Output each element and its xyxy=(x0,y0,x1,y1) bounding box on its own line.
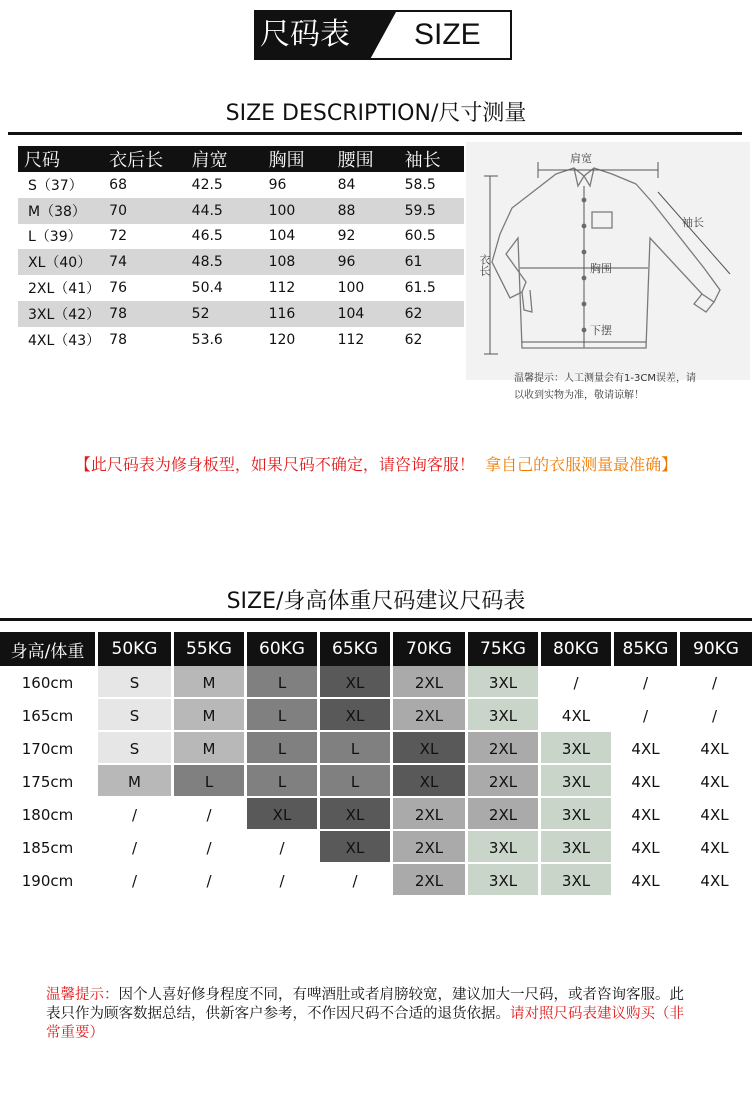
size-table-cell: 48.5 xyxy=(192,249,269,275)
rec-table-row xyxy=(0,831,752,864)
size-suggestion-cell: 4XL xyxy=(614,864,680,897)
size-suggestion-cell: / xyxy=(98,831,174,864)
size-suggestion-cell: 2XL xyxy=(468,732,541,765)
size-table-row xyxy=(18,327,464,353)
size-suggestion-cell: 3XL xyxy=(541,831,614,864)
size-suggestion-cell: 3XL xyxy=(541,765,614,798)
size-suggestion-cell: 4XL xyxy=(541,699,614,732)
rec-section-divider xyxy=(0,618,752,621)
size-suggestion-cell: 3XL xyxy=(541,798,614,831)
warning-emphasis: 拿自己的衣服测量最准确】 xyxy=(485,455,678,474)
size-suggestion-cell: / xyxy=(614,666,680,699)
rec-table-row xyxy=(0,765,752,798)
size-banner xyxy=(254,10,512,60)
size-table-cell: M（38） xyxy=(18,198,109,224)
size-table-cell: 96 xyxy=(268,176,287,193)
size-measurement-table xyxy=(18,146,464,353)
size-table-cell: 3XL（42） xyxy=(18,301,109,327)
size-table-cell: 76 xyxy=(109,280,127,297)
size-suggestion-cell: 4XL xyxy=(680,831,752,864)
size-suggestion-cell: XL xyxy=(320,666,393,699)
size-suggestion-cell: S xyxy=(98,732,174,765)
footnote xyxy=(46,986,686,1043)
size-table-row xyxy=(18,249,464,275)
size-suggestion-cell: L xyxy=(174,765,247,798)
size-suggestion-cell: S xyxy=(98,666,174,699)
size-table-cell: 112 xyxy=(337,331,365,348)
size-table-cell: 61.5 xyxy=(404,280,436,297)
size-header-cell: 尺码 xyxy=(18,146,109,172)
height-cell: 180cm xyxy=(0,798,98,831)
size-table-cell: 96 xyxy=(338,249,405,275)
size-suggestion-cell: / xyxy=(174,864,247,897)
height-cell: 185cm xyxy=(0,831,98,864)
size-suggestion-cell: XL xyxy=(393,732,468,765)
rec-header-cell: 90KG xyxy=(680,632,752,666)
length-label: 衣长 xyxy=(478,254,491,276)
chest-label: 胸围 xyxy=(590,262,612,275)
size-table-cell: 53.6 xyxy=(191,331,223,348)
size-table-row xyxy=(18,198,464,224)
size-suggestion-cell: M xyxy=(174,732,247,765)
size-suggestion-cell: 4XL xyxy=(680,798,752,831)
size-suggestion-cell: 3XL xyxy=(468,831,541,864)
warning-main: 【此尺码表为修身板型，如果尺码不确定，请咨询客服！ xyxy=(74,455,475,474)
size-suggestion-cell: / xyxy=(614,699,680,732)
rec-header-cell: 65KG xyxy=(320,632,393,666)
size-suggestion-cell: S xyxy=(98,699,174,732)
size-suggestion-cell: 3XL xyxy=(468,666,541,699)
size-suggestion-cell: 4XL xyxy=(614,798,680,831)
size-table-cell: XL（40） xyxy=(18,249,109,275)
size-table-cell: 46.5 xyxy=(191,228,223,245)
size-suggestion-cell: 2XL xyxy=(393,699,468,732)
size-suggestion-cell: 3XL xyxy=(468,864,541,897)
height-cell: 165cm xyxy=(0,699,98,732)
size-table-cell: 58.5 xyxy=(404,176,436,193)
size-table-cell: 60.5 xyxy=(404,228,436,245)
size-suggestion-cell: 3XL xyxy=(468,699,541,732)
measurement-tip xyxy=(514,370,724,404)
size-suggestion-cell: 3XL xyxy=(541,864,614,897)
shoulder-label: 肩宽 xyxy=(570,152,592,165)
size-suggestion-cell: / xyxy=(98,798,174,831)
size-suggestion-cell: M xyxy=(174,699,247,732)
size-suggestion-cell: / xyxy=(680,699,752,732)
size-suggestion-cell: L xyxy=(320,732,393,765)
size-suggestion-cell: M xyxy=(98,765,174,798)
size-table-cell: 78 xyxy=(109,301,191,327)
banner-en-title: SIZE xyxy=(414,18,481,51)
height-cell: 170cm xyxy=(0,732,98,765)
size-suggestion-cell: L xyxy=(247,765,320,798)
size-suggestion-cell: 2XL xyxy=(393,798,468,831)
size-suggestion-cell: XL xyxy=(320,699,393,732)
size-suggestion-cell: L xyxy=(247,666,320,699)
size-header-cell: 袖长 xyxy=(405,146,464,172)
size-table-cell: 108 xyxy=(269,249,338,275)
height-cell: 190cm xyxy=(0,864,98,897)
size-suggestion-cell: 3XL xyxy=(541,732,614,765)
rec-header-cell: 50KG xyxy=(98,632,174,666)
size-suggestion-cell: 2XL xyxy=(393,864,468,897)
size-suggestion-cell: XL xyxy=(320,798,393,831)
size-table-cell: 88 xyxy=(338,198,405,224)
size-table-row xyxy=(18,301,464,327)
size-table-cell: 44.5 xyxy=(192,198,269,224)
rec-header-cell: 身高/体重 xyxy=(0,632,98,666)
size-table-cell: 61 xyxy=(405,249,464,275)
size-table-cell: 62 xyxy=(404,331,423,348)
size-suggestion-cell: / xyxy=(98,864,174,897)
section-divider xyxy=(8,132,742,135)
size-header-cell: 肩宽 xyxy=(192,146,269,172)
size-table-cell: 112 xyxy=(268,280,296,297)
size-table-cell: 72 xyxy=(109,228,127,245)
height-cell: 175cm xyxy=(0,765,98,798)
rec-section-title: SIZE/身高体重尺码建议尺码表 xyxy=(226,589,526,614)
size-table-cell: 2XL（41） xyxy=(28,281,101,298)
size-table-cell: 42.5 xyxy=(191,176,223,193)
size-table-cell: 104 xyxy=(268,228,296,245)
size-header-cell: 腰围 xyxy=(338,146,405,172)
size-suggestion-cell: 2XL xyxy=(468,798,541,831)
size-table-cell: 100 xyxy=(337,280,365,297)
size-suggestion-cell: 2XL xyxy=(468,765,541,798)
rec-header-cell: 75KG xyxy=(468,632,541,666)
size-table-cell: 62 xyxy=(405,301,464,327)
size-table-row xyxy=(18,275,464,301)
size-suggestion-cell: / xyxy=(680,666,752,699)
height-cell: 160cm xyxy=(0,666,98,699)
rec-table-row xyxy=(0,864,752,897)
size-table-cell: 59.5 xyxy=(405,198,464,224)
footnote-emphasis: 请对照尺码表建议购买（非常重要） xyxy=(46,1006,684,1041)
size-suggestion-cell: 4XL xyxy=(680,765,752,798)
rec-table-row xyxy=(0,798,752,831)
size-table-cell: 104 xyxy=(338,301,405,327)
size-table-cell: 4XL（43） xyxy=(28,332,101,349)
size-table-cell: 92 xyxy=(337,228,356,245)
size-table-cell: 68 xyxy=(109,176,127,193)
footnote-label: 温馨提示： xyxy=(46,987,119,1003)
height-weight-size-table xyxy=(0,632,752,897)
size-suggestion-cell: / xyxy=(320,864,393,897)
size-suggestion-cell: 4XL xyxy=(614,831,680,864)
size-suggestion-cell: 4XL xyxy=(614,765,680,798)
size-table-row xyxy=(18,172,464,198)
rec-header-cell: 85KG xyxy=(614,632,680,666)
size-suggestion-cell: / xyxy=(247,831,320,864)
fit-warning xyxy=(0,452,752,475)
size-suggestion-cell: / xyxy=(247,864,320,897)
size-table-cell: L（39） xyxy=(28,229,82,246)
rec-table-header xyxy=(0,632,752,666)
size-suggestion-cell: 4XL xyxy=(614,732,680,765)
size-suggestion-cell: XL xyxy=(393,765,468,798)
size-table-cell: 70 xyxy=(109,198,191,224)
size-table-row xyxy=(18,224,464,250)
size-suggestion-cell: L xyxy=(320,765,393,798)
size-suggestion-cell: 2XL xyxy=(393,831,468,864)
size-table-cell: 100 xyxy=(269,198,338,224)
sleeve-label: 袖长 xyxy=(682,216,704,229)
size-suggestion-cell: XL xyxy=(247,798,320,831)
rec-header-cell: 70KG xyxy=(393,632,468,666)
size-suggestion-cell: 2XL xyxy=(393,666,468,699)
shirt-diagram xyxy=(466,142,750,380)
size-section-title: SIZE DESCRIPTION/尺寸测量 xyxy=(225,101,527,126)
size-suggestion-cell: L xyxy=(247,699,320,732)
rec-header-cell: 55KG xyxy=(174,632,247,666)
size-table-cell: 84 xyxy=(337,176,356,193)
size-table-cell: 50.4 xyxy=(191,280,223,297)
size-suggestion-cell: M xyxy=(174,666,247,699)
rec-header-cell: 60KG xyxy=(247,632,320,666)
footnote-text: 因个人喜好修身程度不同，有啤酒肚或者肩膀较宽，建议加大一尺码，或者咨询客服。此表只作为顾客数据总结，供新客户参考，不作因尺码不合适的退货依据。 xyxy=(46,987,684,1022)
size-table-cell: 78 xyxy=(109,331,127,348)
rec-table-row xyxy=(0,666,752,699)
size-suggestion-cell: XL xyxy=(320,831,393,864)
size-suggestion-cell: / xyxy=(174,831,247,864)
size-suggestion-cell: L xyxy=(247,732,320,765)
size-suggestion-cell: / xyxy=(174,798,247,831)
size-header-cell: 胸围 xyxy=(269,146,338,172)
size-table-cell: 120 xyxy=(268,331,296,348)
banner-cn-title: 尺码表 xyxy=(260,17,350,52)
size-header-cell: 衣后长 xyxy=(109,146,191,172)
size-suggestion-cell: 4XL xyxy=(680,732,752,765)
hem-label: 下摆 xyxy=(590,324,612,337)
size-table-cell: S（37） xyxy=(28,177,83,194)
size-suggestion-cell: / xyxy=(541,666,614,699)
size-table-cell: 116 xyxy=(269,301,338,327)
size-table-header xyxy=(18,146,464,172)
rec-header-cell: 80KG xyxy=(541,632,614,666)
rec-table-row xyxy=(0,732,752,765)
size-table-cell: 52 xyxy=(192,301,269,327)
rec-table-row xyxy=(0,699,752,732)
size-suggestion-cell: 4XL xyxy=(680,864,752,897)
size-table-cell: 74 xyxy=(109,249,191,275)
tip-line-2: 以收到实物为准，敬请谅解！ xyxy=(514,390,644,401)
tip-line-1: 温馨提示：人工测量会有1-3CM误差，请 xyxy=(514,373,696,384)
